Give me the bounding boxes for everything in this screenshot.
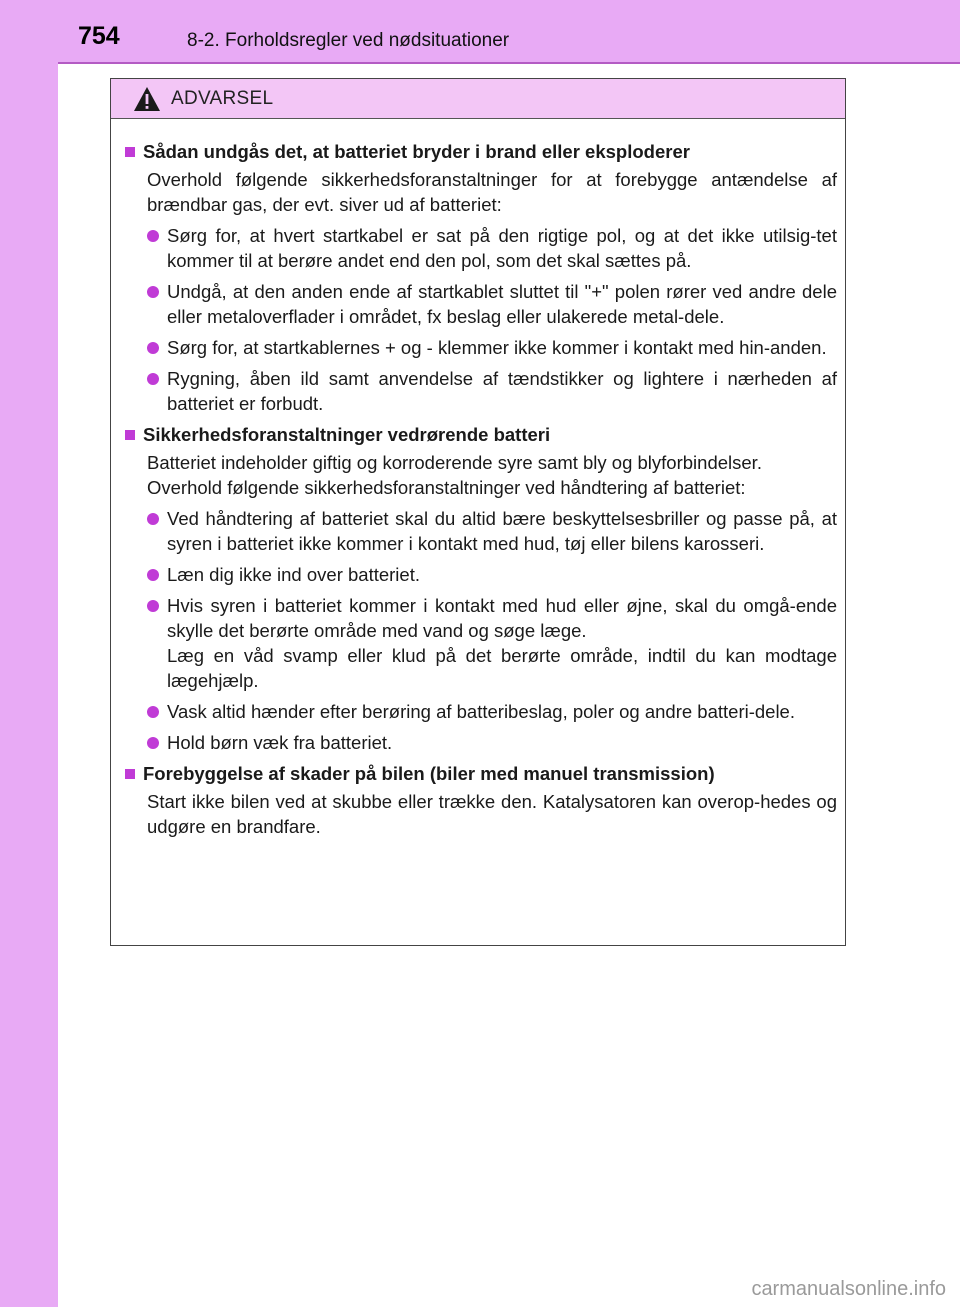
round-bullet-icon <box>147 737 159 749</box>
bullet-line: Hvis syren i batteriet kommer i kontakt med hud eller øjne, skal du omgå-ende skylle det berørte område med vand og søge læge. <box>167 595 837 641</box>
bullet-line: Vask altid hænder efter berøring af batteribeslag, poler og andre batteri-dele. <box>167 701 795 722</box>
bullet-line: Undgå, at den anden ende af startkablet sluttet til "+" polen rører ved andre dele eller metaloverflader i området, fx beslag eller ulakerede metal-dele. <box>167 281 837 327</box>
section-heading <box>123 761 837 787</box>
bullet-text <box>167 562 837 587</box>
page-number: 754 <box>78 22 120 50</box>
section-heading <box>123 139 837 165</box>
bullet-item <box>147 562 837 587</box>
bullet-line: Hold børn væk fra batteriet. <box>167 732 393 753</box>
bullet-text <box>167 223 837 273</box>
warning-label: ADVARSEL <box>171 87 274 109</box>
bullet-item <box>147 223 837 273</box>
round-bullet-icon <box>147 342 159 354</box>
bullet-item <box>147 593 837 693</box>
side-strip <box>0 0 58 1307</box>
header-rule <box>58 62 960 64</box>
bullet-line: Sørg for, at hvert startkabel er sat på den rigtige pol, og at det ikke utilsig-tet kommer til at berøre andet end den pol, som det skal sættes på. <box>167 225 837 271</box>
section-heading-text: Sikkerhedsforanstaltninger vedrørende batteri <box>143 424 551 445</box>
section-paragraph: Start ikke bilen ved at skubbe eller trække den. Katalysatoren kan overop-hedes og udgøre en brandfare. <box>147 791 837 837</box>
bullet-item <box>147 366 837 416</box>
bullet-text <box>167 593 837 693</box>
round-bullet-icon <box>147 569 159 581</box>
bullet-item <box>147 506 837 556</box>
round-bullet-icon <box>147 286 159 298</box>
square-bullet-icon <box>125 769 135 779</box>
square-bullet-icon <box>125 430 135 440</box>
bullet-text <box>167 335 837 360</box>
warning-body <box>111 119 845 839</box>
warning-box <box>110 78 846 946</box>
bullet-line: Rygning, åben ild samt anvendelse af tændstikker og lightere i nærheden af batteriet er forbudt. <box>167 368 837 414</box>
round-bullet-icon <box>147 373 159 385</box>
warning-header <box>111 79 845 119</box>
bullet-line: Sørg for, at startkablernes + og - klemmer ikke kommer i kontakt med hin-anden. <box>167 337 827 358</box>
section-heading-text: Sådan undgås det, at batteriet bryder i brand eller eksploderer <box>143 141 690 162</box>
bullet-text <box>167 730 837 755</box>
section-paragraph: Batteriet indeholder giftig og korroderende syre samt bly og blyforbindelser. <box>147 452 762 473</box>
bullet-line: Læg en våd svamp eller klud på det berørte område, indtil du kan modtage lægehjælp. <box>167 645 837 691</box>
section-title: 8-2. Forholdsregler ved nødsituationer <box>187 30 510 51</box>
section-paragraph: Overhold følgende sikkerhedsforanstaltninger ved håndtering af batteriet: <box>147 477 746 498</box>
bullet-text <box>167 366 837 416</box>
bullet-text <box>167 699 837 724</box>
bullet-line: Ved håndtering af batteriet skal du altid bære beskyttelsesbriller og passe på, at syren i batteriet ikke kommer i kontakt med hud, tøj eller bilens karosseri. <box>167 508 837 554</box>
bullet-item <box>147 335 837 360</box>
bullet-item <box>147 730 837 755</box>
section-heading-text: Forebyggelse af skader på bilen (biler med manuel transmission) <box>143 763 715 784</box>
bullet-line: Læn dig ikke ind over batteriet. <box>167 564 420 585</box>
round-bullet-icon <box>147 230 159 242</box>
bullet-text <box>167 279 837 329</box>
bullet-item <box>147 699 837 724</box>
round-bullet-icon <box>147 600 159 612</box>
bullet-item <box>147 279 837 329</box>
round-bullet-icon <box>147 513 159 525</box>
warning-triangle-icon <box>133 86 161 112</box>
bullet-text <box>167 506 837 556</box>
section-heading <box>123 422 837 448</box>
square-bullet-icon <box>125 147 135 157</box>
watermark: carmanualsonline.info <box>751 1278 946 1300</box>
section-paragraph: Overhold følgende sikkerhedsforanstaltninger for at forebygge antændelse af brændbar gas, der evt. siver ud af batteriet: <box>147 169 837 215</box>
round-bullet-icon <box>147 706 159 718</box>
